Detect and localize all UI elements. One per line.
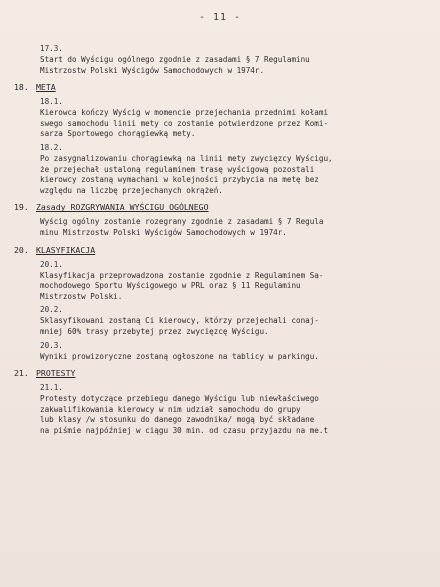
section-title: Zasady ROZGRYWANIA WYŚCIGU OGÓLNEGO [36,202,209,213]
text-line: Klasyfikacja przeprowadzona zostanie zgodnie z Regulaminem Sa- [40,270,324,280]
text-line: zakwalifikowania kierowcy w nim udział samochodu do grupy [40,404,301,414]
section-heading [14,245,426,256]
paragraph-number: 21.1. [40,383,63,393]
text-line: Po zasygnalizowaniu chorągiewką na linii mety zwycięzcy Wyścigu, [40,153,333,163]
text-line: mochodowego Sportu Wyścigowego w PRL oraz § 11 Regulaminu [40,281,301,291]
section-heading [14,202,426,213]
section-heading [14,82,426,93]
paragraph-number: 17.3. [40,44,63,53]
paragraph-block [40,260,426,303]
text-line: Protesty dotyczące przebiegu danego Wyścigu lub niewłaściwego [40,394,319,404]
section-number: 21. [14,368,29,379]
paragraph-text [40,108,426,140]
paragraph-text [40,154,426,196]
text-line: sarza Sportowego chorągiewką mety. [40,129,196,139]
paragraph-text [40,271,426,303]
paragraph-text [40,316,426,337]
text-line: Start do Wyścigu ogólnego zgodnie z zasadami § 7 Regulaminu [40,55,310,64]
section-number: 20. [14,244,29,255]
text-line: Kierowca kończy Wyścig w momencie przejechania przednimi kołami [40,108,329,118]
text-line: lub klasy /w stosunku do danego zawodnika/ mogą być składane [40,415,315,425]
paragraph-number: 18.2. [40,142,63,152]
text-line: na piśmie najpóźniej w ciągu 30 min. od czasu przyjazdu na me.t [40,425,329,435]
paragraph-block [40,305,426,337]
text-line: Sklasyfikowani zostaną Ci kierowcy, którzy przejechali conaj- [40,316,319,326]
text-line: mniej 60% trasy przebytej przez zwycięzcę Wyścigu. [40,326,269,336]
paragraph-block [40,217,426,238]
text-line: że przejechał ustaloną regulaminem trasę wyścigową pozostali [40,164,315,174]
section-title: KLASYFIKACJA [36,244,96,255]
text-line: Wyścig ogólny zostanie rozegrany zgodnie z zasadami § 7 Regula [40,217,324,227]
paragraph-number: 20.1. [40,259,63,269]
paragraph-text [40,55,426,76]
section-number: 18. [14,82,29,93]
text-line: swego samochodu linii mety co zostanie potwierdzone przez Komi- [40,118,329,128]
section-title: PROTESTY [36,368,76,379]
text-line: Mistrzostw Polski Wyścigów Samochodowych w 1974r. [40,65,265,75]
paragraph-text [40,352,426,363]
paragraph-text [40,394,426,436]
paragraph-block [40,383,426,436]
text-line: Mistrzostw Polski. [40,291,123,301]
page-number: - 11 - [198,12,242,23]
paragraph-block [40,97,426,140]
paragraph-number: 20.3. [40,340,63,350]
text-line: minu Mistrzostw Polski Wyścigów Samochodowych w 1974r. [40,227,287,237]
paragraph-block [40,143,426,196]
text-line: względu na liczbę przejechanych okrążeń. [40,185,223,195]
paragraph-number: 18.1. [40,97,63,107]
paragraph-text [40,217,426,238]
paragraph-block [40,341,426,363]
text-line: Wyniki prowizoryczne zostaną ogłoszone na tablicy w parkingu. [40,351,319,361]
paragraph-number: 20.2. [40,305,63,315]
section-number: 19. [14,202,29,213]
section-title: META [36,82,56,93]
document-body [14,44,426,439]
text-line: kierowcy zostaną wymachani w kolejności przybycia na metę bez [40,175,319,185]
paragraph-block [40,44,426,76]
section-heading [14,368,426,379]
